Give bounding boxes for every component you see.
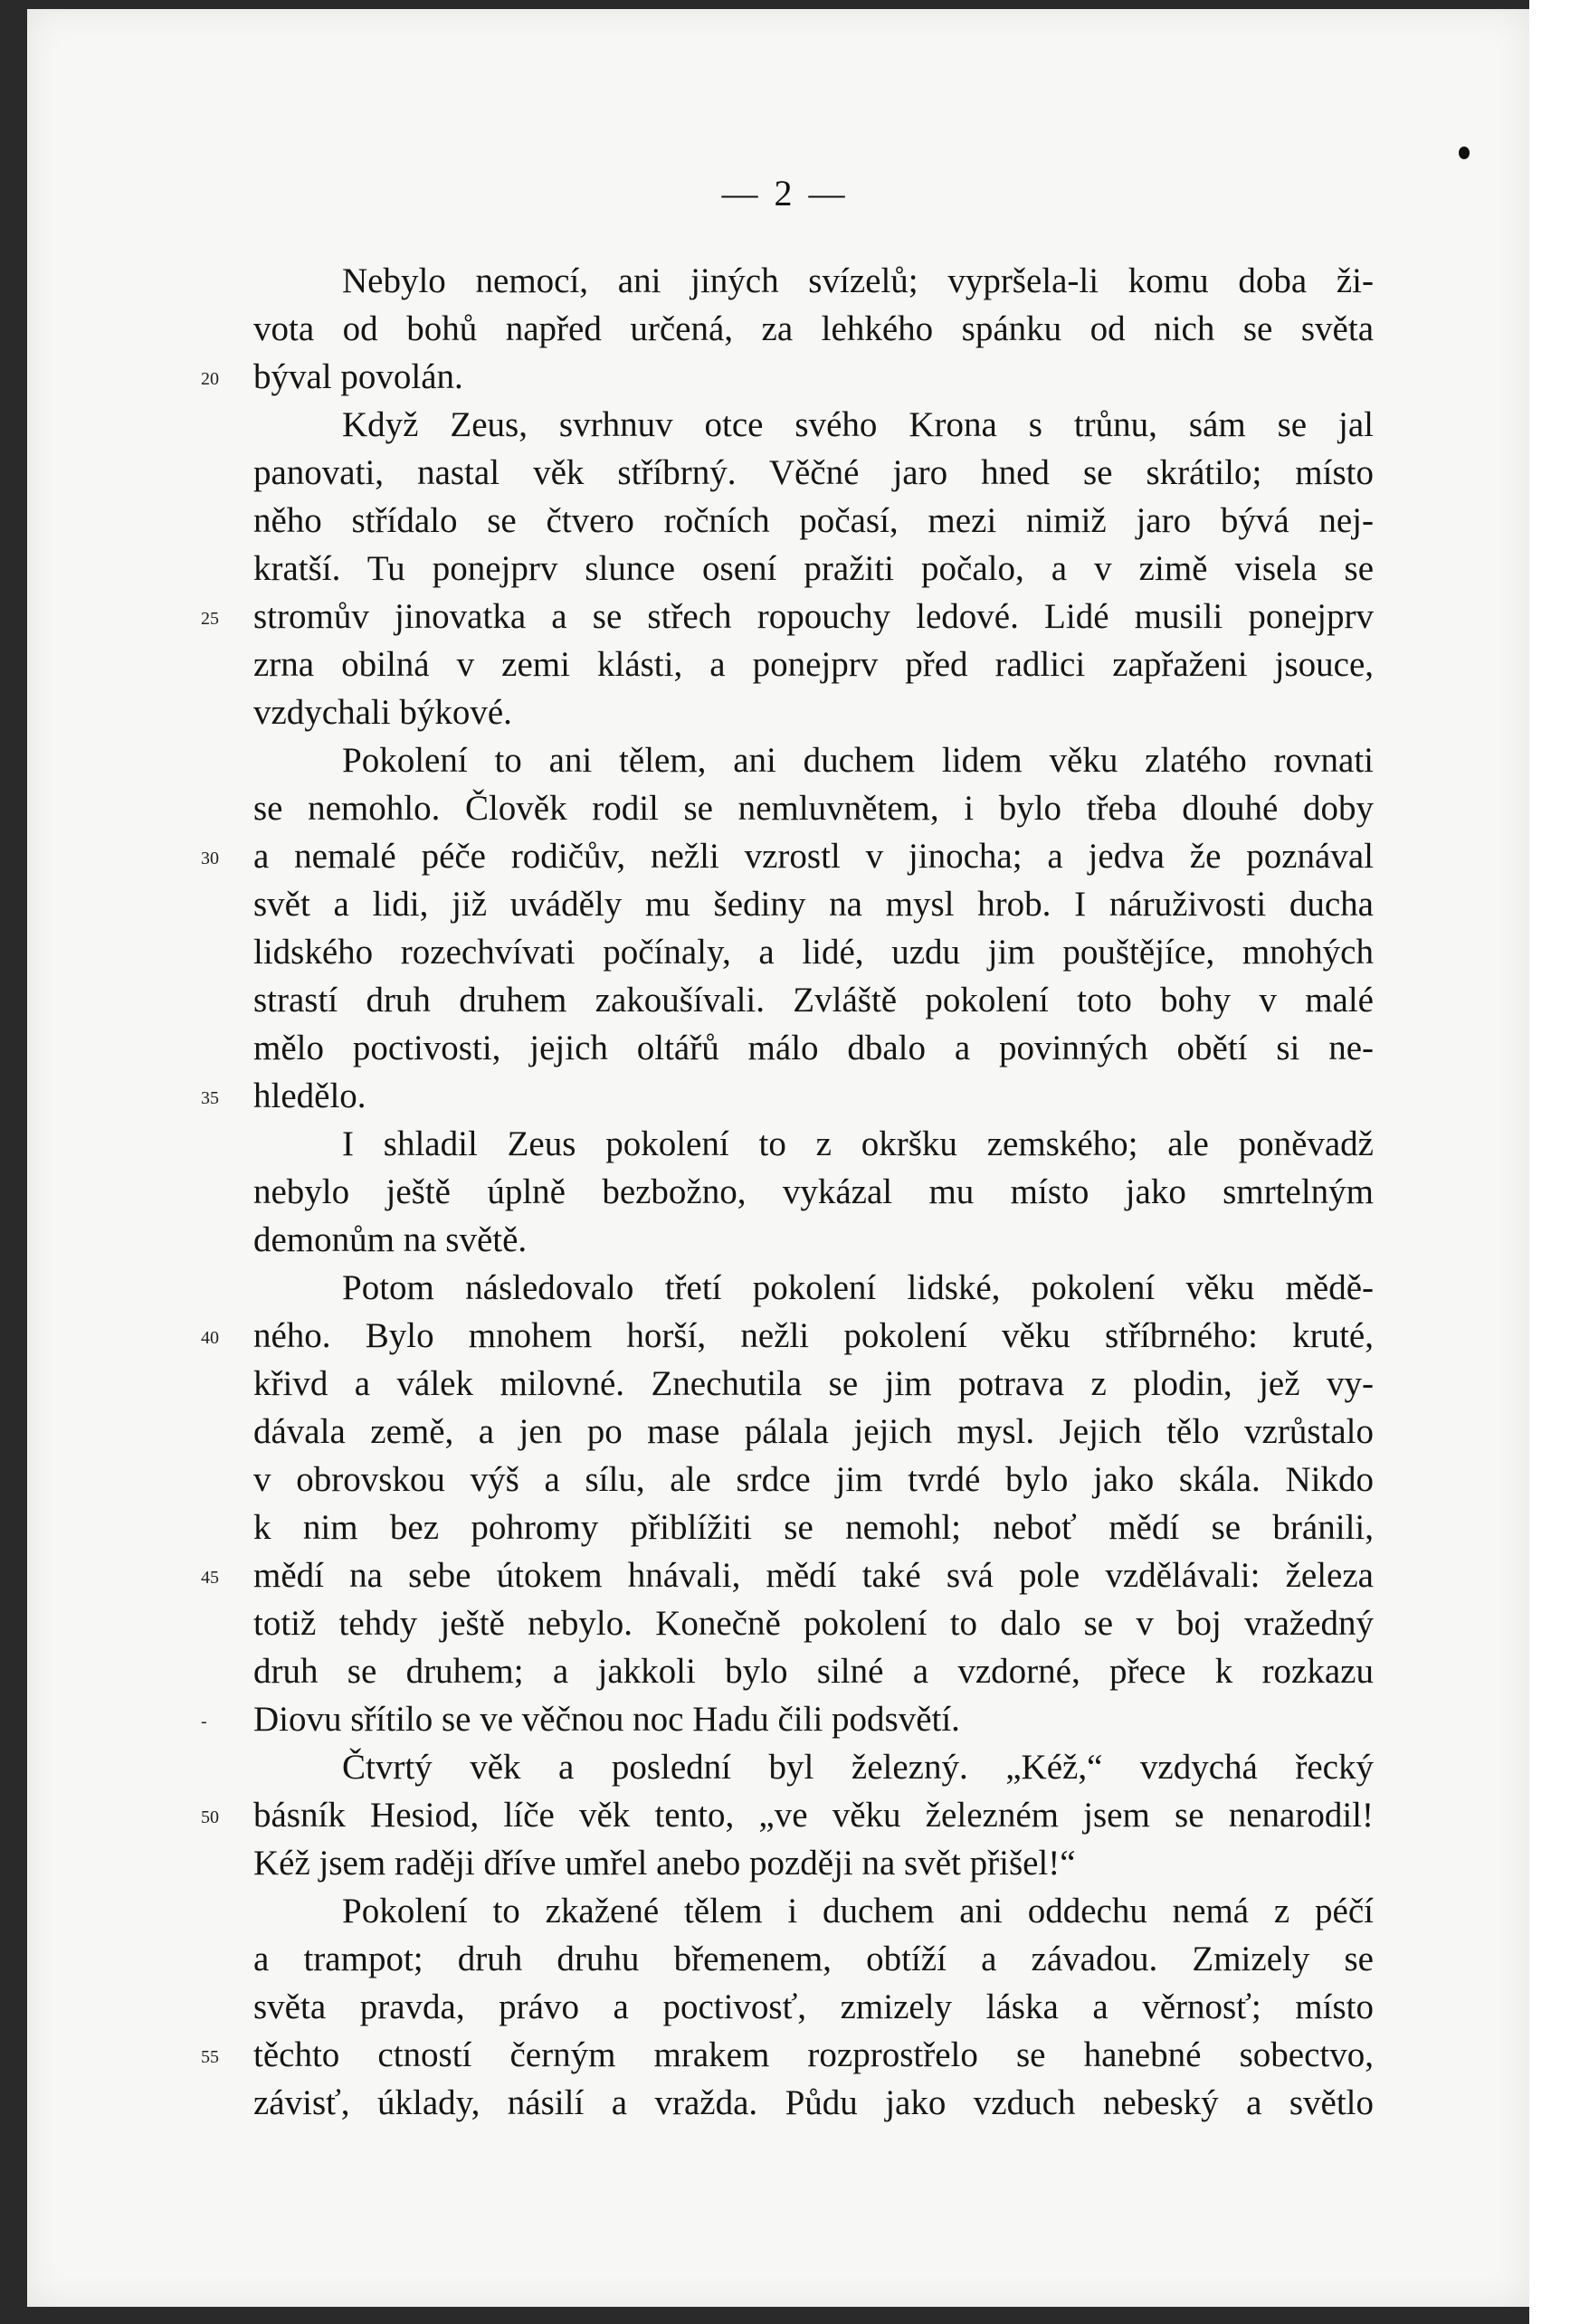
text-line: světa pravda, právo a poctivosť, zmizely láska a věrnosť; místo	[253, 1987, 1374, 2026]
text-line: v obrovskou výš a sílu, ale srdce jim tvrdé bylo jako skála. Nikdo	[253, 1460, 1374, 1499]
text-line: dávala země, a jen po mase pálala jejich mysl. Jejich tělo vzrůstalo	[253, 1412, 1374, 1451]
text-line: Potom následovalo třetí pokolení lidské, pokolení věku mědě-	[342, 1268, 1374, 1307]
page-number: — 2 —	[721, 173, 849, 213]
margin-line-number: 30	[201, 849, 219, 868]
text-line: těchto ctností černým mrakem rozprostřelo se hanebné sobectvo,	[253, 2035, 1374, 2074]
text-line: křivd a válek milovné. Znechutila se jim potrava z plodin, jež vy-	[253, 1364, 1374, 1403]
text-line: kratší. Tu ponejprv slunce osení pražiti počalo, a v zimě visela se	[253, 549, 1374, 588]
text-line: druh se druhem; a jakkoli bylo silné a vzdorné, přece k rozkazu	[253, 1652, 1374, 1691]
text-line: se nemohlo. Člověk rodil se nemluvnětem, i bylo třeba dlouhé doby	[253, 789, 1374, 828]
text-line: stromův jinovatka a se střech ropouchy ledové. Lidé musili ponejprv	[253, 597, 1374, 636]
ink-spot	[1459, 147, 1470, 159]
margin-line-number: 25	[201, 609, 219, 629]
margin-line-number: 50	[201, 1807, 219, 1827]
text-line: Pokolení to zkažené tělem i duchem ani oddechu nemá z péčí	[342, 1892, 1374, 1930]
margin-line-number: 40	[201, 1328, 219, 1348]
text-line: demonům na světě.	[253, 1220, 528, 1259]
text-line: vzdychali býkové.	[253, 693, 512, 732]
text-line: panovati, nastal věk stříbrný. Věčné jaro hned se skrátilo; místo	[253, 453, 1374, 492]
text-line: ného. Bylo mnohem horší, nežli pokolení věku stříbrného: kruté,	[253, 1316, 1374, 1355]
text-line: nebylo ještě úplně bezbožno, vykázal mu místo jako smrtelným	[253, 1172, 1374, 1211]
text-line: Když Zeus, svrhnuv otce svého Krona s trůnu, sám se jal	[342, 405, 1374, 444]
text-line: k nim bez pohromy přiblížiti se nemohl; neboť mědí se bránili,	[253, 1508, 1374, 1547]
text-line: mědí na sebe útokem hnávali, mědí také svá pole vzdělávali: železa	[253, 1556, 1374, 1595]
body-text	[253, 257, 1374, 2127]
text-line: Nebylo nemocí, ani jiných svízelů; vypršela-li komu doba ži-	[342, 261, 1374, 300]
text-line: Kéž jsem raději dříve umřel anebo později na svět přišel!“	[253, 1844, 1076, 1883]
text-line: totiž tehdy ještě nebylo. Konečně pokolení to dalo se v boj vražedný	[253, 1604, 1374, 1643]
margin-line-number: 20	[201, 369, 219, 389]
text-line: lidského rozechvívati počínaly, a lidé, uzdu jim pouštějíce, mnohých	[253, 933, 1374, 972]
margin-line-number: 45	[201, 1568, 219, 1588]
text-line: a nemalé péče rodičův, nežli vzrostl v jinocha; a jedva že poznával	[253, 837, 1374, 876]
text-line: vota od bohů napřed určená, za lehkého spánku od nich se světa	[253, 309, 1374, 348]
text-line: zrna obilná v zemi klásti, a ponejprv před radlici zapřaženi jsouce,	[253, 645, 1374, 684]
text-line: hledělo.	[253, 1077, 366, 1115]
text-line: závisť, úklady, násilí a vražda. Půdu jako vzduch nebeský a světlo	[253, 2083, 1374, 2122]
text-line: I shladil Zeus pokolení to z okršku zemského; ale poněvadž	[342, 1124, 1374, 1163]
margin-line-number: 35	[201, 1088, 219, 1108]
text-line: a trampot; druh druhu břemenem, obtíží a závadou. Zmizely se	[253, 1940, 1374, 1978]
text-line: strastí druh druhem zakoušívali. Zvláště pokolení toto bohy v malé	[253, 981, 1374, 1020]
text-line: Pokolení to ani tělem, ani duchem lidem věku zlatého rovnati	[342, 741, 1374, 780]
text-line: svět a lidi, již uváděly mu šediny na mysl hrob. I náruživosti ducha	[253, 885, 1374, 924]
text-line: býval povolán.	[253, 357, 463, 396]
text-line: básník Hesiod, líče věk tento, „ve věku železném jsem se nenarodil!	[253, 1796, 1374, 1835]
margin-line-number: -	[201, 1712, 207, 1731]
text-line: Diovu sřítilo se ve věčnou noc Hadu čili podsvětí.	[253, 1700, 960, 1739]
margin-line-number: 55	[201, 2047, 219, 2067]
text-line: něho střídalo se čtvero ročních počasí, mezi nimiž jaro bývá nej-	[253, 501, 1374, 540]
text-line: mělo poctivosti, jejich oltářů málo dbalo a povinných obětí si ne-	[253, 1029, 1374, 1067]
text-line: Čtvrtý věk a poslední byl železný. „Kéž,“ vzdychá řecký	[342, 1748, 1374, 1787]
page-edge	[1529, 0, 1570, 2324]
